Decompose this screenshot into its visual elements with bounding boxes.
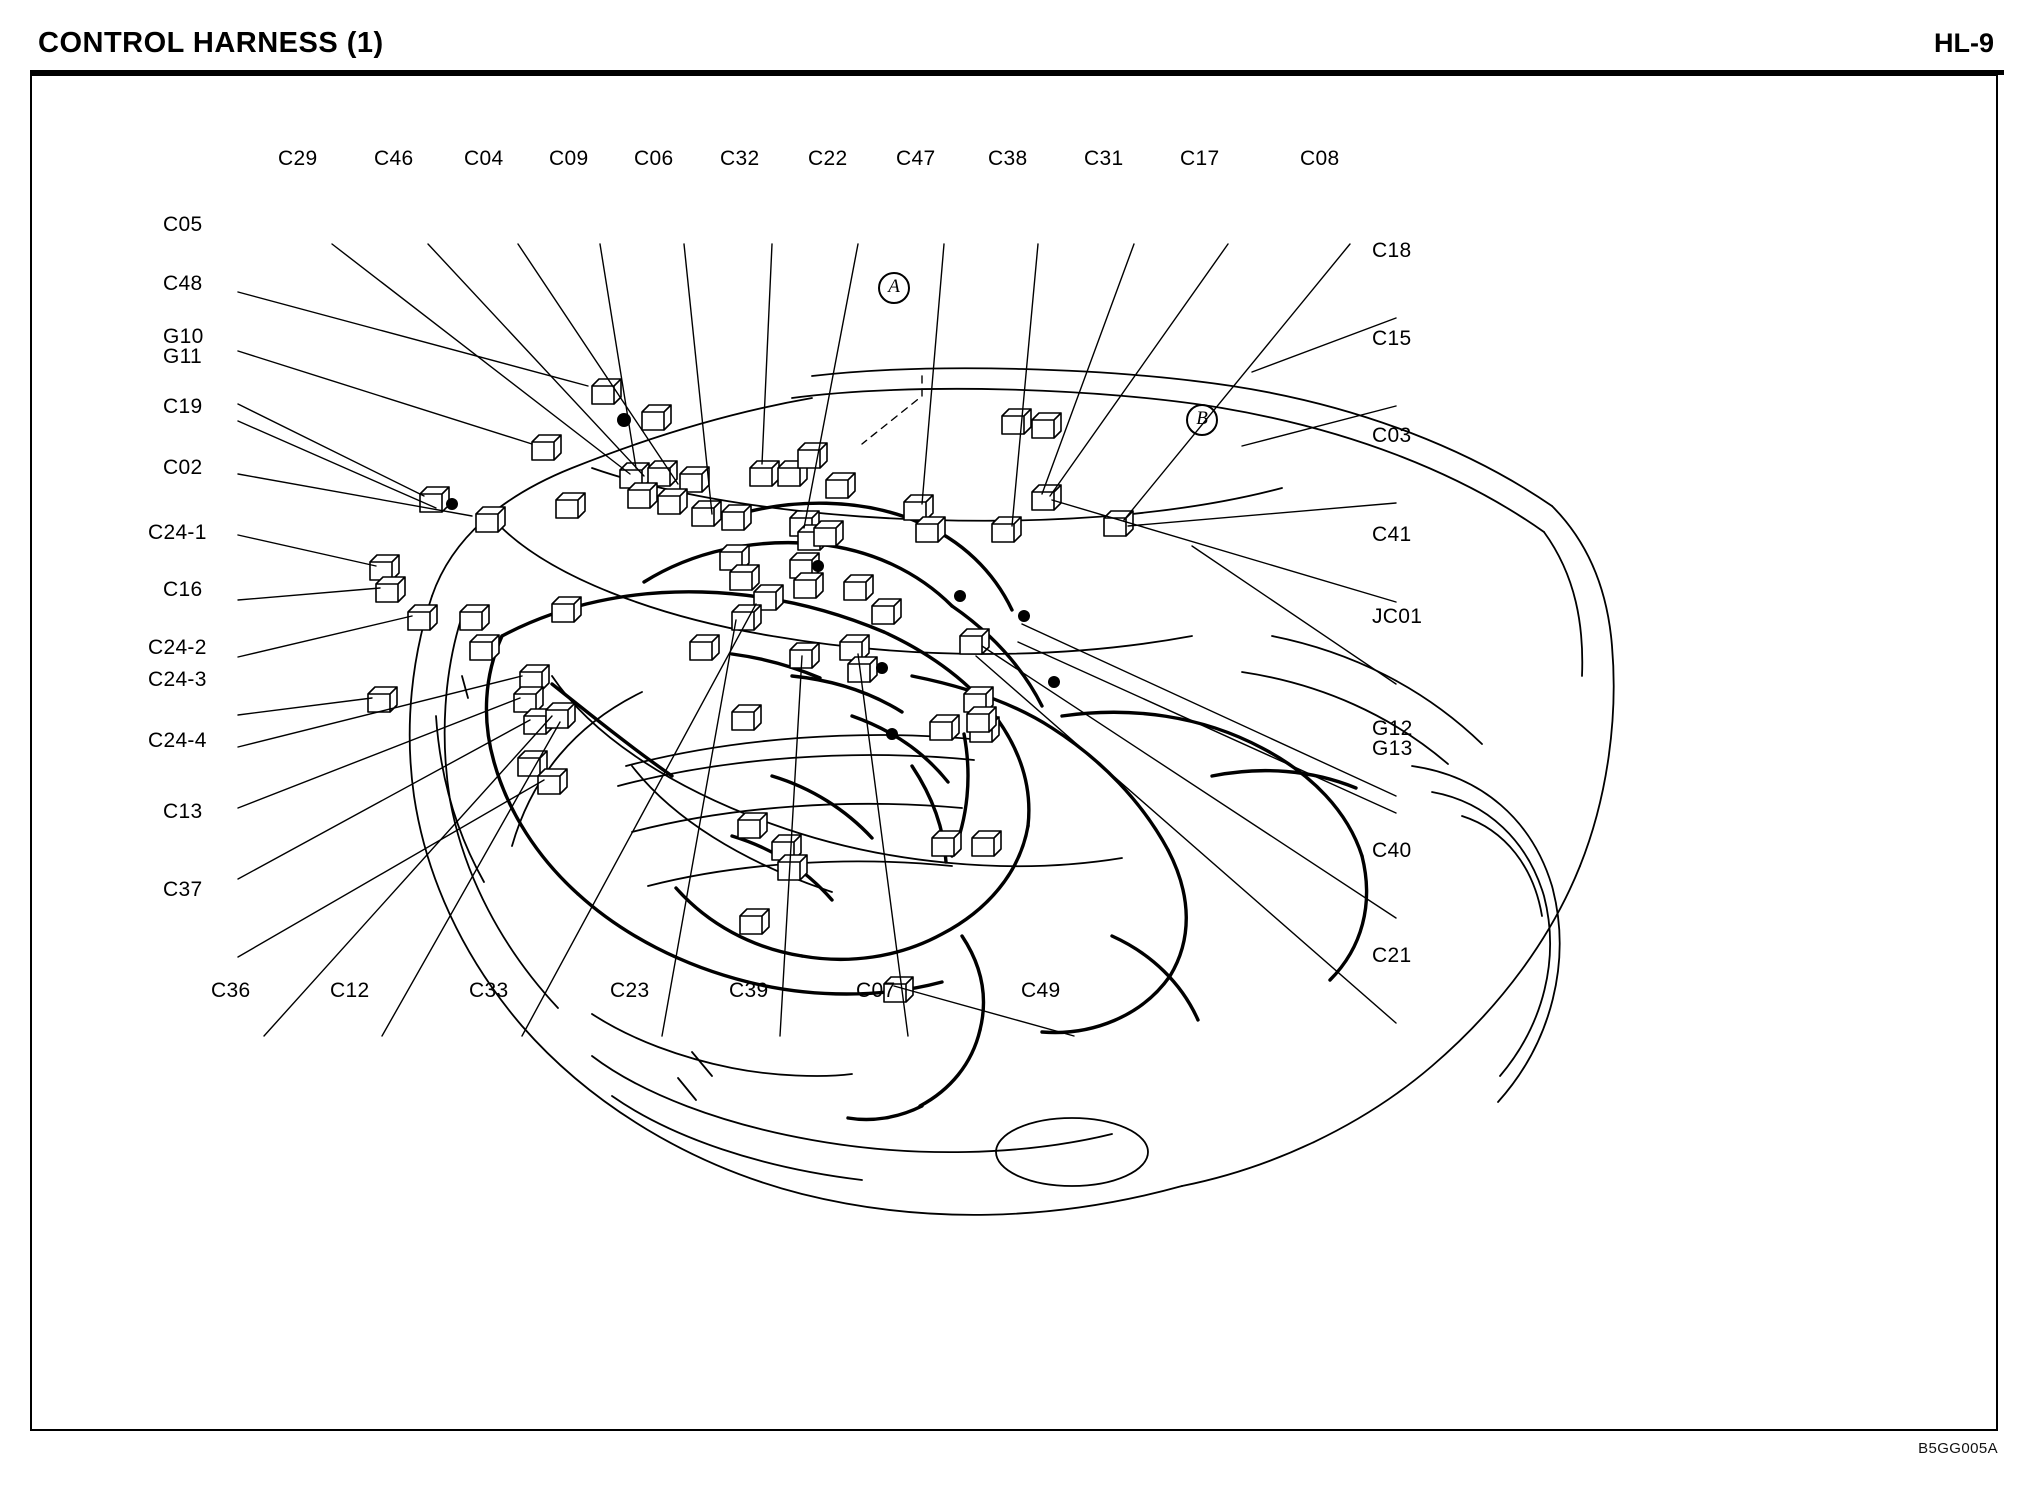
label-c17: C17	[1180, 147, 1220, 170]
label-c23: C23	[610, 979, 650, 1002]
label-c33: C33	[469, 979, 509, 1002]
label-c46: C46	[374, 147, 414, 170]
label-c16: C16	[163, 578, 203, 601]
label-c39: C39	[729, 979, 769, 1002]
label-c06: C06	[634, 147, 674, 170]
label-c24-4: C24-4	[148, 729, 207, 752]
label-g10: G10	[163, 325, 204, 348]
label-c41: C41	[1372, 523, 1412, 546]
page-number: HL-9	[1934, 27, 1994, 58]
figure-code: B5GG005A	[1918, 1440, 1998, 1457]
label-c18: C18	[1372, 239, 1412, 262]
label-c32: C32	[720, 147, 760, 170]
label-c02: C02	[163, 456, 203, 479]
label-c04: C04	[464, 147, 504, 170]
callout-b: B	[1186, 404, 1218, 436]
label-c22: C22	[808, 147, 848, 170]
label-c03: C03	[1372, 424, 1412, 447]
callout-a: A	[878, 272, 910, 304]
label-c24-3: C24-3	[148, 668, 207, 691]
page-header	[30, 18, 2004, 68]
label-c31: C31	[1084, 147, 1124, 170]
label-g12: G12	[1372, 717, 1413, 740]
label-jc01: JC01	[1372, 605, 1423, 628]
label-g11: G11	[163, 345, 203, 368]
label-c08: C08	[1300, 147, 1340, 170]
label-c15: C15	[1372, 327, 1412, 350]
label-c38: C38	[988, 147, 1028, 170]
connector-blocks	[368, 379, 1133, 1002]
label-c21: C21	[1372, 944, 1412, 967]
label-c07: C07	[856, 979, 896, 1002]
label-c49: C49	[1021, 979, 1061, 1002]
label-c40: C40	[1372, 839, 1412, 862]
label-c29: C29	[278, 147, 318, 170]
label-c36: C36	[211, 979, 251, 1002]
label-c09: C09	[549, 147, 589, 170]
leader-lines	[238, 244, 1396, 1036]
label-c12: C12	[330, 979, 370, 1002]
label-c24-2: C24-2	[148, 636, 207, 659]
page-title: CONTROL HARNESS (1)	[38, 26, 384, 59]
label-c47: C47	[896, 147, 936, 170]
label-c37: C37	[163, 878, 203, 901]
label-c48: C48	[163, 272, 203, 295]
label-c19: C19	[163, 395, 203, 418]
label-c24-1: C24-1	[148, 521, 207, 544]
label-g13: G13	[1372, 737, 1413, 760]
label-c05: C05	[163, 213, 203, 236]
vehicle-body-outline	[410, 368, 1614, 1215]
wiring-diagram	[32, 76, 2002, 1436]
label-c13: C13	[163, 800, 203, 823]
